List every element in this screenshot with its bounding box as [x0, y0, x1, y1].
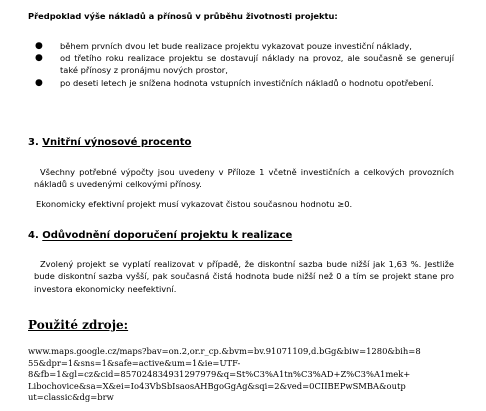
- costs-benefits-heading: Předpoklad výše nákladů a přínosů v průběhu životnosti projektu:: [28, 11, 338, 21]
- section-number: 4.: [28, 230, 39, 241]
- url-line: Libochovice&sa=X&ei=Io43VbSbIsaosAHBgoGgAg&sqi=2&ved=0CIIBEPwSMBA&outp: [28, 380, 406, 391]
- sources-title: Použité zdroje:: [28, 318, 129, 332]
- url-line: www.maps.google.cz/maps?bav=on.2,or.r_cp.&bvm=bv.91071109,d.bGg&biw=1280&bih=8: [28, 346, 421, 356]
- bullet-icon: ●: [35, 53, 43, 64]
- section-title-text: Vnitřní výnosové procento: [42, 137, 192, 148]
- assumptions-list: [0, 40, 486, 89]
- url-line: ut=classic&dg=brw: [28, 392, 114, 403]
- section-number: 3.: [28, 137, 39, 148]
- section-3-paragraph-2: Ekonomicky efektivní projekt musí vykazovat čistou současnou hodnotu ≥0.: [36, 199, 353, 209]
- url-line: 55&dpr=1&sns=1&safe=active&um=1&ie=UTF-: [28, 357, 241, 368]
- section-title-text: Odůvodnění doporučení projektu k realizace: [42, 230, 293, 241]
- bullet-icon: ●: [35, 41, 43, 51]
- section-3-title: [28, 137, 191, 148]
- bullet-icon: ●: [35, 77, 43, 88]
- list-item: ● od třetího roku realizace projektu se dostavují náklady na provoz, ale současně se generují také přínosy z pronájmu nových prostor,: [35, 53, 454, 76]
- source-url[interactable]: [28, 346, 458, 404]
- list-item: ● po deseti letech je snížena hodnota vstupních investičních nákladů o hodnotu opotřebení.: [35, 77, 434, 88]
- section-3-paragraph: Všechny potřebné výpočty jsou uvedeny v Příloze 1 včetně investičních a celkových provozních nákladů s uvedenými celkovými přínosy.: [34, 167, 454, 190]
- section-4-title: [28, 230, 292, 241]
- url-line: 8&fb=1&gl=cz&cid=857024834931297979&q=St%C3%A1tn%C3%AD+Z%C3%A1mek+: [28, 369, 411, 380]
- list-item: ● během prvních dvou let bude realizace projektu vykazovat pouze investiční náklady,: [35, 41, 412, 51]
- section-4-paragraph: Zvolený projekt se vyplatí realizovat v případě, že diskontní sazba bude nižší jak 1,63 %. Jestliže bude diskontní sazba vyšší, pak současná čistá hodnota bude nižší než 0 a tím se projekt stane pro investora ekonomicky neefektivní.: [34, 259, 454, 294]
